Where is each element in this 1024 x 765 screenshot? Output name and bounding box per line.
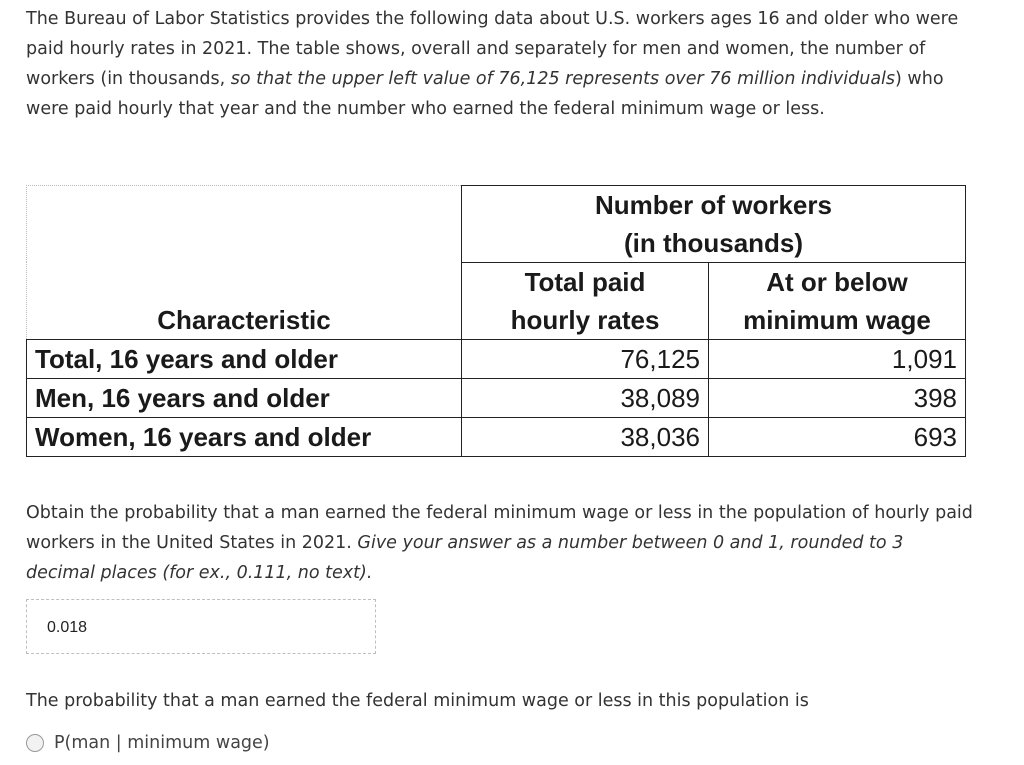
intro-text-1: The Bureau of Labor Statistics provides the following data about U.S. workers ages 16 and older who were paid hourly rates in 2021. The table shows, overall and separately for men and women, the number of workers (in thousands, <box>26 9 959 89</box>
row-women-min: 693 <box>709 417 966 456</box>
intro-text-2: ) who were paid hourly that year and the number who earned the federal minimum wage or less. <box>26 69 944 119</box>
col-header-characteristic: Characteristic <box>27 262 462 339</box>
mc-option-1[interactable] <box>26 728 270 758</box>
table-row <box>27 339 966 378</box>
row-label-women: Women, 16 years and older <box>27 417 462 456</box>
row-men-min: 398 <box>709 378 966 417</box>
intro-paragraph <box>26 4 976 124</box>
question-paragraph <box>26 498 976 588</box>
col-header-total <box>462 262 709 339</box>
row-total-hourly: 76,125 <box>462 339 709 378</box>
question-text: Obtain the probability that a man earned the federal minimum wage or less in the population of hourly paid workers in the United States in 2021. <box>26 503 973 553</box>
mc-option-1-label[interactable]: P(man | minimum wage) <box>54 733 270 753</box>
group-header <box>462 186 966 263</box>
row-label-total: Total, 16 years and older <box>27 339 462 378</box>
col-header-total-line1: Total paid <box>524 266 646 297</box>
row-label-men: Men, 16 years and older <box>27 378 462 417</box>
col-header-total-line2: hourly rates <box>510 304 660 335</box>
row-women-hourly: 38,036 <box>462 417 709 456</box>
col-header-min-line2: minimum wage <box>743 304 931 335</box>
table-corner-blank <box>27 186 462 263</box>
group-header-line2: (in thousands) <box>623 228 804 258</box>
intro-text-italic: so that the upper left value of 76,125 represents over 76 million individuals <box>230 69 896 89</box>
table-row <box>27 378 966 417</box>
question-instruction: Give your answer as a number between 0 and 1, rounded to 3 decimal places (for ex., 0.111, no text). <box>26 533 904 583</box>
group-header-line1: Number of workers <box>595 190 832 220</box>
table-row <box>27 417 966 456</box>
col-header-min-line1: At or below <box>766 266 908 297</box>
row-men-hourly: 38,089 <box>462 378 709 417</box>
radio-button-icon[interactable] <box>26 734 44 752</box>
col-header-min <box>709 262 966 339</box>
mc-prompt: The probability that a man earned the federal minimum wage or less in this population is <box>26 691 809 711</box>
row-total-min: 1,091 <box>709 339 966 378</box>
answer-input[interactable]: 0.018 <box>26 599 376 654</box>
bls-table <box>26 185 966 457</box>
